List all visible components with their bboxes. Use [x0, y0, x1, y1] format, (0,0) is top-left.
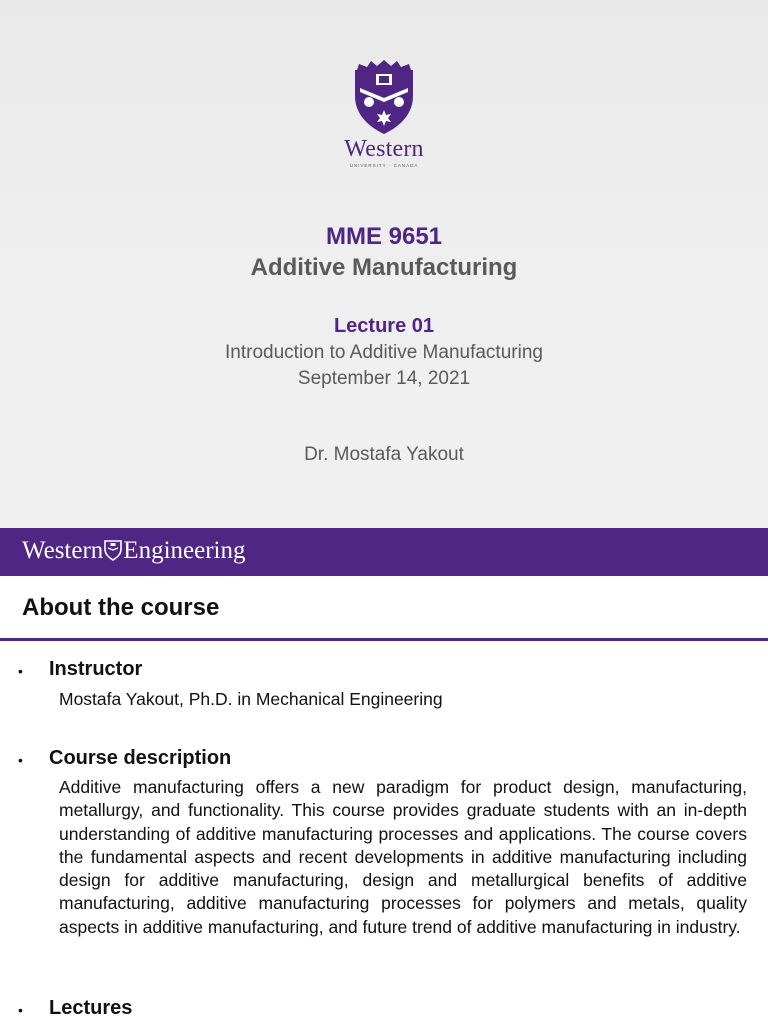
course-code: MME 9651	[325, 223, 443, 250]
logo-wordmark: Western	[344, 136, 424, 162]
slide-heading: About the course	[22, 594, 220, 621]
course-title: Additive Manufacturing	[250, 254, 518, 281]
band-word-engineering: Engineering	[123, 537, 246, 564]
logo-subline: UNIVERSITY · CANADA	[349, 163, 419, 168]
bullet-icon: •	[18, 752, 23, 768]
author-name: Dr. Mostafa Yakout	[304, 444, 464, 465]
bullet-icon: •	[18, 663, 23, 679]
section-title-course-description: Course description	[49, 747, 232, 769]
instructor-text: Mostafa Yakout, Ph.D. in Mechanical Engineering	[59, 689, 443, 709]
bullet-icon: •	[18, 1002, 23, 1018]
section-title-instructor: Instructor	[49, 658, 143, 680]
crest-icon	[353, 60, 415, 136]
lecture-title: Introduction to Additive Manufacturing	[225, 342, 543, 363]
heading-divider	[0, 638, 768, 641]
western-logo	[333, 60, 435, 170]
shield-icon	[104, 539, 122, 568]
section-title-lectures: Lectures	[49, 997, 133, 1019]
lecture-number: Lecture 01	[333, 315, 435, 337]
band-logo-text	[22, 537, 245, 568]
western-engineering-band	[0, 528, 768, 576]
course-description-text: Additive manufacturing offers a new paradigm for product design, manufacturing, metallurgy, and functionality. This course provides graduate students with an in-depth understanding of additive manufacturing processes and applications. The course covers the fundamental aspects and recent developments in additive manufacturing including design for additive manufacturing, design and metallurgical benefits of additive manufacturing, additive manufacturing processes for polymers and metals, quality aspects in additive manufacturing, and future trend of additive manufacturing in industry.	[59, 777, 747, 937]
band-word-western: Western	[22, 537, 104, 564]
lecture-date: September 14, 2021	[297, 368, 471, 389]
